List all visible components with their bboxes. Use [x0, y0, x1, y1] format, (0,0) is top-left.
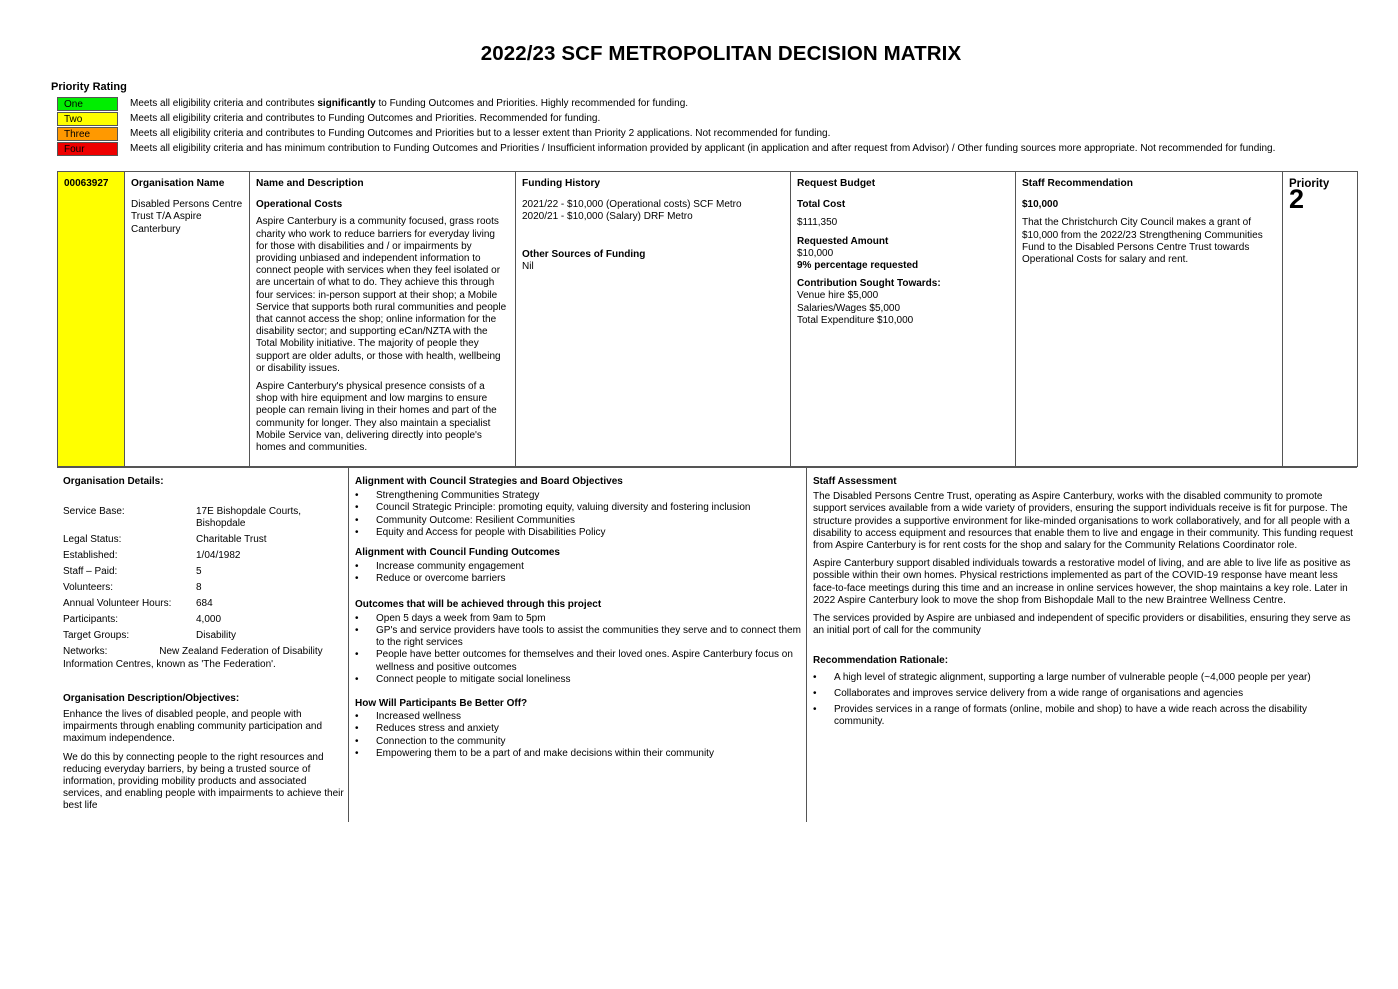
priority-rating-row: [57, 112, 1357, 126]
list-item: • Community Outcome: Resilient Communities: [355, 515, 803, 527]
description-emphasis: significantly: [317, 98, 376, 109]
list-item: • Open 5 days a week from 9am to 5pm: [355, 613, 803, 625]
detail-row: [63, 566, 345, 578]
priority-rating-label: One: [57, 97, 118, 111]
strategies-list: [355, 490, 803, 539]
section-divider: [57, 467, 1357, 468]
list-item: • Connect people to mitigate social loneliness: [355, 674, 803, 686]
priority-rating-heading: Priority Rating: [51, 81, 127, 93]
detail-value: 8: [196, 582, 202, 594]
description-text: Meets all eligibility criteria and contributes: [130, 98, 318, 109]
organisation-details-heading: Organisation Details:: [63, 476, 164, 487]
organisation-details: [63, 476, 345, 819]
description-text: Meets all eligibility criteria and contributes to Funding Outcomes and Priorities but to a lesser extent than Priority 2 applications. Not recommended for funding.: [130, 128, 831, 139]
priority-rating-row: [57, 97, 1357, 111]
application-id-cell: [58, 172, 125, 467]
detail-key: Legal Status:: [63, 534, 122, 546]
priority-rating-label: Three: [57, 127, 118, 141]
detail-value: Charitable Trust: [196, 534, 267, 546]
detail-row: [63, 614, 345, 626]
rationale-list: [813, 672, 1353, 729]
alignment-section: [355, 476, 803, 768]
priority-rating-description: [130, 97, 688, 111]
detail-key: Established:: [63, 550, 118, 562]
assessment-paragraph: Aspire Canterbury support disabled individuals towards a restorative model of living, and are able to live life as positive as possible within their own homes. Physical restrictions implemented as part of the COVID-19 response have meant less face-to-face meetings during this time and an increase in online services however, the shop maintains a key role. Later in 2022 Aspire Canterbury look to move the shop from Bishopdale Mall to the new Braintree Wellness Centre.: [813, 558, 1351, 606]
page-title: 2022/23 SCF METROPOLITAN DECISION MATRIX: [480, 42, 962, 65]
organisation-details-list: [63, 506, 345, 642]
staff-assessment-section: [813, 476, 1353, 736]
list-item: • Increase community engagement: [355, 561, 803, 573]
list-item: • Collaborates and improves service delivery from a wide range of organisations and agencies: [813, 688, 1353, 700]
priority-rating-description: [130, 112, 600, 126]
detail-value: Disability: [196, 630, 237, 642]
detail-key: Participants:: [63, 614, 119, 626]
detail-key: Target Groups:: [63, 630, 130, 642]
funding-history-item: 2020/21 - $10,000 (Salary) DRF Metro: [522, 211, 693, 223]
funding-outcomes-heading: Alignment with Council Funding Outcomes: [355, 547, 560, 559]
priority-rating-description: [130, 127, 830, 141]
priority-cell: [1283, 172, 1358, 467]
list-item: • Strengthening Communities Strategy: [355, 490, 803, 502]
networks-label: Networks:: [63, 646, 108, 658]
networks-value: New Zealand Federation of Disability Information Centres, known as 'The Federation'.: [63, 646, 323, 670]
other-sources-value: Nil: [522, 260, 534, 272]
list-item: • Increased wellness: [355, 711, 803, 723]
detail-key: Staff – Paid:: [63, 566, 118, 578]
list-item: • Empowering them to be a part of and make decisions within their community: [355, 748, 803, 760]
description-paragraph: Aspire Canterbury is a community focused, grass roots charity who work to reduce barriers for everyday living for those with disabilities and / or impairments by providing unbiased and independent information to connect people with services when they feel isolated or are uncertain of what to do. They achieve this through four services: in-person support at their shop; a Mobile Service that supports both rural communities and people that cannot access the shop; online information for the disability sector; and supporting eCan/NZTA with the Total Mobility initiative. The majority of people they support are older adults, or those with health, wellbeing or disability issues.: [256, 216, 507, 374]
description-text: to Funding Outcomes and Priorities. Highly recommended for funding.: [375, 98, 689, 109]
funding-history-heading: Funding History: [522, 178, 601, 189]
funding-history-cell: [516, 172, 791, 467]
staff-recommendation-heading: Staff Recommendation: [1022, 178, 1133, 189]
priority-rating-label: Four: [57, 142, 118, 156]
application-id: 00063927: [64, 178, 109, 189]
percentage-requested: 9% percentage requested: [797, 260, 919, 272]
organisation-description-paragraph: We do this by connecting people to the right resources and reducing everyday barriers, by being a trusted source of information, providing mobility products and associated services, and enabling people with impairments to achieve their best life: [63, 751, 344, 812]
organisation-name-cell: [125, 172, 250, 467]
description-text: Meets all eligibility criteria and contributes to Funding Outcomes and Priorities. Recommended for funding.: [130, 113, 601, 124]
better-off-heading: How Will Participants Be Better Off?: [355, 698, 528, 710]
detail-value: 4,000: [196, 614, 222, 626]
detail-row: [63, 550, 345, 562]
contribution-item: Venue hire $5,000: [797, 290, 879, 302]
priority-heading: Priority: [1289, 178, 1330, 190]
detail-key: Annual Volunteer Hours:: [63, 598, 172, 610]
list-item: • Council Strategic Principle: promoting equity, valuing diversity and fostering inclusion: [355, 502, 803, 514]
staff-recommendation-cell: [1016, 172, 1283, 467]
list-item: • Reduce or overcome barriers: [355, 573, 803, 585]
total-cost-value: $111,350: [797, 217, 838, 229]
priority-rating-row: [57, 127, 1357, 141]
assessment-paragraph: The services provided by Aspire are unbiased and independent of specific providers or disabilities, ensuring they serve as an initial port of call for the community: [813, 613, 1351, 637]
list-item: • Reduces stress and anxiety: [355, 723, 803, 735]
priority-rating-row: [57, 142, 1357, 156]
column-divider: [806, 467, 807, 822]
list-item: • Connection to the community: [355, 736, 803, 748]
detail-value: 1/04/1982: [196, 550, 241, 562]
rationale-heading: Recommendation Rationale:: [813, 655, 949, 667]
staff-assessment-heading: Staff Assessment: [813, 476, 897, 487]
staff-recommendation-text: That the Christchurch City Council makes a grant of $10,000 from the 2022/23 Strengthening Communities Fund to the Disabled Persons Centre Trust towards Operational Costs for salary and rent.: [1022, 217, 1263, 266]
organisation-description-heading: Organisation Description/Objectives:: [63, 692, 240, 704]
detail-value: 684: [196, 598, 213, 610]
better-off-list: [355, 711, 803, 760]
detail-row: [63, 598, 345, 610]
contribution-item: Total Expenditure $10,000: [797, 314, 914, 326]
contribution-heading: Contribution Sought Towards:: [797, 278, 941, 290]
funding-history-item: 2021/22 - $10,000 (Operational costs) SCF Metro: [522, 199, 742, 211]
application-table: [57, 171, 1358, 467]
detail-value: 17E Bishopdale Courts, Bishopdale: [196, 506, 302, 530]
organisation-description-paragraph: Enhance the lives of disabled people, and people with impairments through enabling community participation and maximum independence.: [63, 709, 323, 745]
detail-row: [63, 506, 345, 530]
staff-recommendation-amount: $10,000: [1022, 199, 1059, 211]
organisation-name-heading: Organisation Name: [131, 178, 225, 189]
project-name: Operational Costs: [256, 199, 343, 211]
funding-outcomes-list: [355, 561, 803, 585]
name-description-cell: [250, 172, 516, 467]
request-budget-cell: [791, 172, 1016, 467]
requested-amount-heading: Requested Amount: [797, 235, 889, 247]
priority-rating-description: [130, 142, 1275, 156]
strategies-heading: Alignment with Council Strategies and Board Objectives: [355, 476, 623, 487]
detail-row: [63, 582, 345, 594]
networks-row: [63, 646, 345, 670]
other-sources-heading: Other Sources of Funding: [522, 248, 646, 260]
assessment-paragraph: The Disabled Persons Centre Trust, operating as Aspire Canterbury, works with the disabled community to promote support services available from a wide variety of providers, ensuring the support individuals receive is fit for purpose. The structure provides a supportive environment for like-minded organisations to work collaboratively, and for all people with a disability to access equipment and resources that enable them to live and engage in their community. This funding request from Aspire Canterbury is for rent costs for the shop and salary for the Community Relations Coordinator role.: [813, 491, 1353, 552]
detail-row: [63, 534, 345, 546]
description-text: Meets all eligibility criteria and has minimum contribution to Funding Outcomes and Priorities / Insufficient information provided by applicant (in application and after request from Advisor) / Other funding sources more appropriate. Not recommended for funding.: [130, 143, 1276, 154]
list-item: • Equity and Access for people with Disabilities Policy: [355, 527, 803, 539]
priority-value: 2: [1289, 184, 1305, 215]
total-cost-heading: Total Cost: [797, 199, 846, 211]
detail-key: Service Base:: [63, 506, 125, 518]
list-item: • GP's and service providers have tools to assist the communities they serve and to connect them to the right services: [355, 625, 803, 649]
list-item: • People have better outcomes for themselves and their loved ones. Aspire Canterbury focus on wellness and positive outcomes: [355, 649, 803, 673]
outcomes-heading: Outcomes that will be achieved through this project: [355, 598, 602, 610]
requested-amount-value: $10,000: [797, 247, 834, 259]
name-description-heading: Name and Description: [256, 178, 364, 189]
list-item: • Provides services in a range of formats (online, mobile and shop) to have a wide reach across the disability community.: [813, 704, 1353, 728]
priority-rating-label: Two: [57, 112, 118, 126]
contribution-item: Salaries/Wages $5,000: [797, 302, 901, 314]
detail-key: Volunteers:: [63, 582, 114, 594]
column-divider: [348, 467, 349, 822]
detail-value: 5: [196, 566, 202, 578]
detail-row: [63, 630, 345, 642]
request-budget-heading: Request Budget: [797, 178, 876, 189]
organisation-name: Disabled Persons Centre Trust T/A Aspire Canterbury: [131, 199, 243, 235]
outcomes-list: [355, 613, 803, 686]
description-paragraph: Aspire Canterbury's physical presence consists of a shop with hire equipment and low margins to ensure people can remain living in their homes and part of the community for longer. They also maintain a specialist Mobile Service van, delivering directly into people's homes and communities.: [256, 381, 497, 454]
list-item: • A high level of strategic alignment, supporting a large number of vulnerable people (~4,000 people per year): [813, 672, 1353, 684]
